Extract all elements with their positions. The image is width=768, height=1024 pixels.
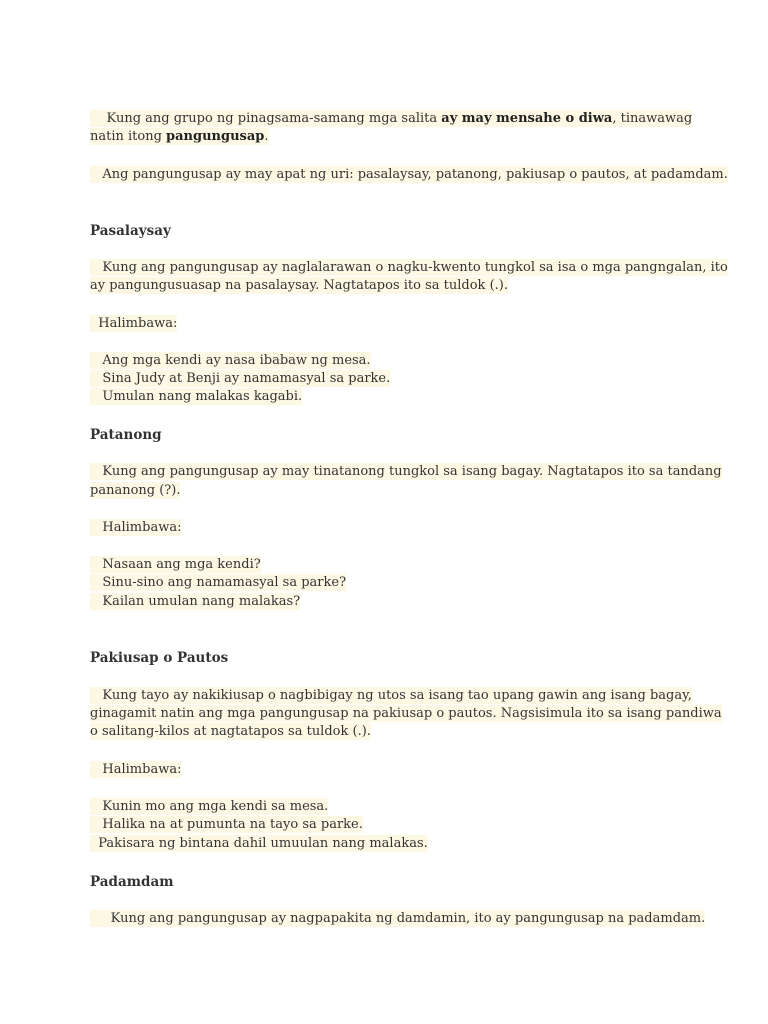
intro-emphasis: pangungusap xyxy=(166,129,265,144)
example-sentence: Nasaan ang mga kendi? xyxy=(90,557,261,572)
patanong-example xyxy=(90,574,346,592)
example-sentence: Kunin mo ang mga kendi sa mesa. xyxy=(90,799,329,814)
pasalaysay-desc-line-2 xyxy=(90,277,508,295)
pasalaysay-example xyxy=(90,370,390,388)
pakiusap-desc: Kung tayo ay nakikiusap o nagbibigay ng utos sa isang tao upang gawin ang isang bagay, xyxy=(90,688,692,703)
patanong-halimbawa xyxy=(90,519,181,537)
pakiusap-desc-line-3 xyxy=(90,723,371,741)
pasalaysay-halimbawa xyxy=(90,315,177,333)
example-sentence: Ang mga kendi ay nasa ibabaw ng mesa. xyxy=(90,353,371,368)
pakiusap-example xyxy=(90,835,428,853)
pakiusap-desc-line-2 xyxy=(90,705,722,723)
pasalaysay-example xyxy=(90,388,302,406)
patanong-desc-line-1 xyxy=(90,463,722,481)
intro-types-text: Ang pangungusap ay may apat ng uri: pasalaysay, patanong, pakiusap o pautos, at padamdam. xyxy=(90,167,728,182)
example-sentence: Halika na at pumunta na tayo sa parke. xyxy=(90,817,363,832)
halimbawa-label: Halimbawa: xyxy=(90,520,182,535)
patanong-desc: pananong (?). xyxy=(90,483,181,498)
pakiusap-example xyxy=(90,798,328,816)
pakiusap-example xyxy=(90,816,363,834)
patanong-desc: Kung ang pangungusap ay may tinatanong tungkol sa isang bagay. Nagtatapos ito sa tandang xyxy=(90,464,722,479)
intro-emphasis: ay may mensahe o diwa xyxy=(441,111,613,126)
halimbawa-label: Halimbawa: xyxy=(90,316,178,331)
pakiusap-desc: ginagamit natin ang mga pangungusap na pakiusap o pautos. Nagsisimula ito sa isang pandiwa xyxy=(90,706,722,721)
padamdam-desc: Kung ang pangungusap ay nagpapakita ng damdamin, ito ay pangungusap na padamdam. xyxy=(90,911,706,926)
intro-paragraph-2 xyxy=(90,166,728,184)
padamdam-desc-line-1 xyxy=(90,910,705,928)
patanong-desc-line-2 xyxy=(90,482,180,500)
pakiusap-halimbawa xyxy=(90,761,181,779)
heading-padamdam: Padamdam xyxy=(90,874,174,890)
pasalaysay-desc: ay pangungusuasap na pasalaysay. Nagtatapos ito sa tuldok (.). xyxy=(90,278,508,293)
patanong-example xyxy=(90,593,300,611)
intro-paragraph-line-1 xyxy=(90,110,692,128)
patanong-example xyxy=(90,556,261,574)
intro-text: . xyxy=(264,129,269,144)
pasalaysay-desc-line-1 xyxy=(90,259,728,277)
halimbawa-label: Halimbawa: xyxy=(90,762,182,777)
heading-pakiusap-o-pautos: Pakiusap o Pautos xyxy=(90,650,229,666)
intro-paragraph-line-2 xyxy=(90,128,269,146)
intro-text: natin itong xyxy=(90,129,167,144)
heading-patanong: Patanong xyxy=(90,427,162,443)
example-sentence: Kailan umulan nang malakas? xyxy=(90,594,301,609)
intro-text: , tinawawag xyxy=(612,111,693,126)
example-sentence: Sinu-sino ang namamasyal sa parke? xyxy=(90,575,347,590)
pasalaysay-desc: Kung ang pangungusap ay naglalarawan o nagku-kwento tungkol sa isa o mga pangngalan, ito xyxy=(90,260,728,275)
pasalaysay-example xyxy=(90,352,371,370)
example-sentence: Umulan nang malakas kagabi. xyxy=(90,389,303,404)
example-sentence: Pakisara ng bintana dahil umuulan nang malakas. xyxy=(90,836,428,851)
pakiusap-desc-line-1 xyxy=(90,687,692,705)
intro-text: Kung ang grupo ng pinagsama-samang mga salita xyxy=(90,111,442,126)
pakiusap-desc: o salitang-kilos at nagtatapos sa tuldok (.). xyxy=(90,724,371,739)
example-sentence: Sina Judy at Benji ay namamasyal sa parke. xyxy=(90,371,391,386)
heading-pasalaysay: Pasalaysay xyxy=(90,223,171,239)
